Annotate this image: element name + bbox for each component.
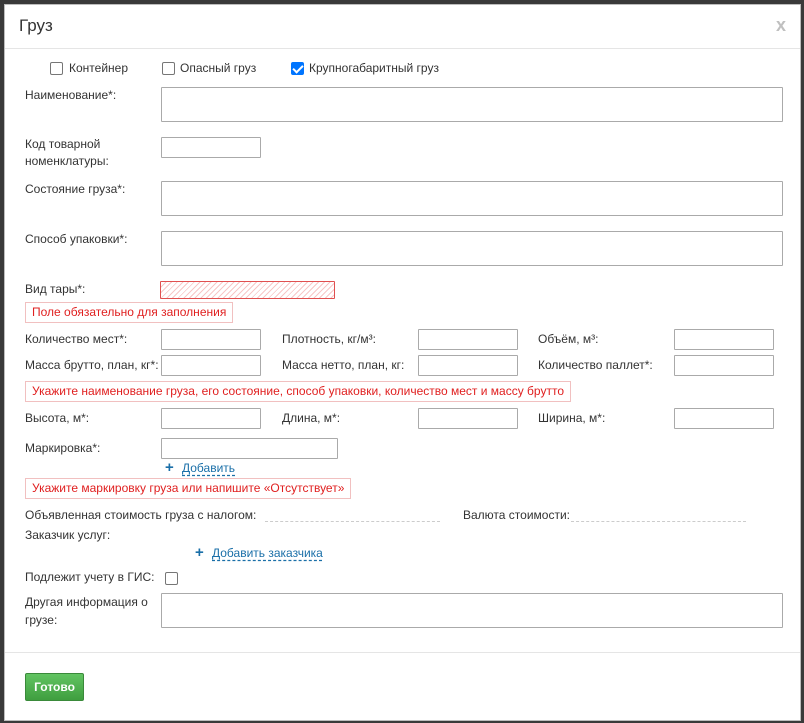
tare-error: Поле обязательно для заполнения	[25, 302, 233, 323]
width-label: Ширина, м*:	[538, 411, 606, 425]
declared-value-label: Объявленная стоимость груза с налогом:	[25, 508, 257, 522]
length-label: Длина, м*:	[282, 411, 341, 425]
other-input[interactable]	[161, 593, 783, 628]
plus-icon[interactable]: +	[165, 459, 174, 476]
oversized-label: Крупногабаритный груз	[309, 61, 439, 75]
name-label: Наименование*:	[25, 88, 117, 102]
state-label: Состояние груза*:	[25, 182, 126, 196]
density-input[interactable]	[418, 329, 518, 350]
currency-input[interactable]	[571, 521, 746, 522]
gross-input[interactable]	[161, 355, 261, 376]
currency-label: Валюта стоимости:	[463, 508, 570, 522]
tare-input[interactable]	[160, 281, 335, 299]
gis-checkbox[interactable]	[165, 572, 178, 585]
pallets-label: Количество паллет*:	[538, 358, 653, 372]
state-input[interactable]	[161, 181, 783, 216]
pallets-input[interactable]	[674, 355, 774, 376]
add-marking-link[interactable]: Добавить	[182, 461, 236, 475]
volume-input[interactable]	[674, 329, 774, 350]
container-label: Контейнер	[69, 61, 129, 75]
code-input[interactable]	[161, 137, 261, 158]
height-input[interactable]	[161, 408, 261, 429]
tare-label: Вид тары*:	[25, 282, 86, 296]
other-label: Другая информация о грузе:	[25, 595, 148, 627]
marking-label: Маркировка*:	[25, 441, 101, 455]
cargo-error: Укажите наименование груза, его состояние, способ упаковки, количество мест и массу брутто	[25, 381, 571, 402]
dangerous-label: Опасный груз	[180, 61, 257, 75]
code-label: Код товарной номенклатуры:	[25, 137, 109, 168]
footer-divider	[5, 652, 800, 653]
gross-label: Масса брутто, план, кг*:	[25, 358, 159, 372]
dangerous-checkbox[interactable]	[162, 62, 175, 75]
marking-input[interactable]	[161, 438, 338, 459]
marking-error: Укажите маркировку груза или напишите «Отсутствует»	[25, 478, 351, 499]
dialog-header	[5, 5, 800, 49]
container-checkbox[interactable]	[50, 62, 63, 75]
volume-label: Объём, м³:	[538, 332, 599, 346]
packing-input[interactable]	[161, 231, 783, 266]
cargo-dialog	[4, 4, 801, 721]
gis-label: Подлежит учету в ГИС:	[25, 570, 155, 584]
name-input[interactable]	[161, 87, 783, 122]
close-icon[interactable]: x	[775, 15, 786, 35]
net-label: Масса нетто, план, кг:	[282, 358, 405, 372]
length-input[interactable]	[418, 408, 518, 429]
oversized-checkbox[interactable]	[291, 62, 304, 75]
places-input[interactable]	[161, 329, 261, 350]
dialog-title: Груз	[19, 16, 53, 35]
declared-value-input[interactable]	[265, 521, 440, 522]
net-input[interactable]	[418, 355, 518, 376]
density-label: Плотность, кг/м³:	[282, 332, 376, 346]
places-label: Количество мест*:	[25, 332, 128, 346]
packing-label: Способ упаковки*:	[25, 232, 128, 246]
plus-icon[interactable]: +	[195, 544, 204, 561]
height-label: Высота, м*:	[25, 411, 90, 425]
add-customer-link[interactable]: Добавить заказчика	[212, 546, 323, 560]
done-button[interactable]: Готово	[25, 673, 84, 701]
customer-label: Заказчик услуг:	[25, 528, 111, 542]
width-input[interactable]	[674, 408, 774, 429]
